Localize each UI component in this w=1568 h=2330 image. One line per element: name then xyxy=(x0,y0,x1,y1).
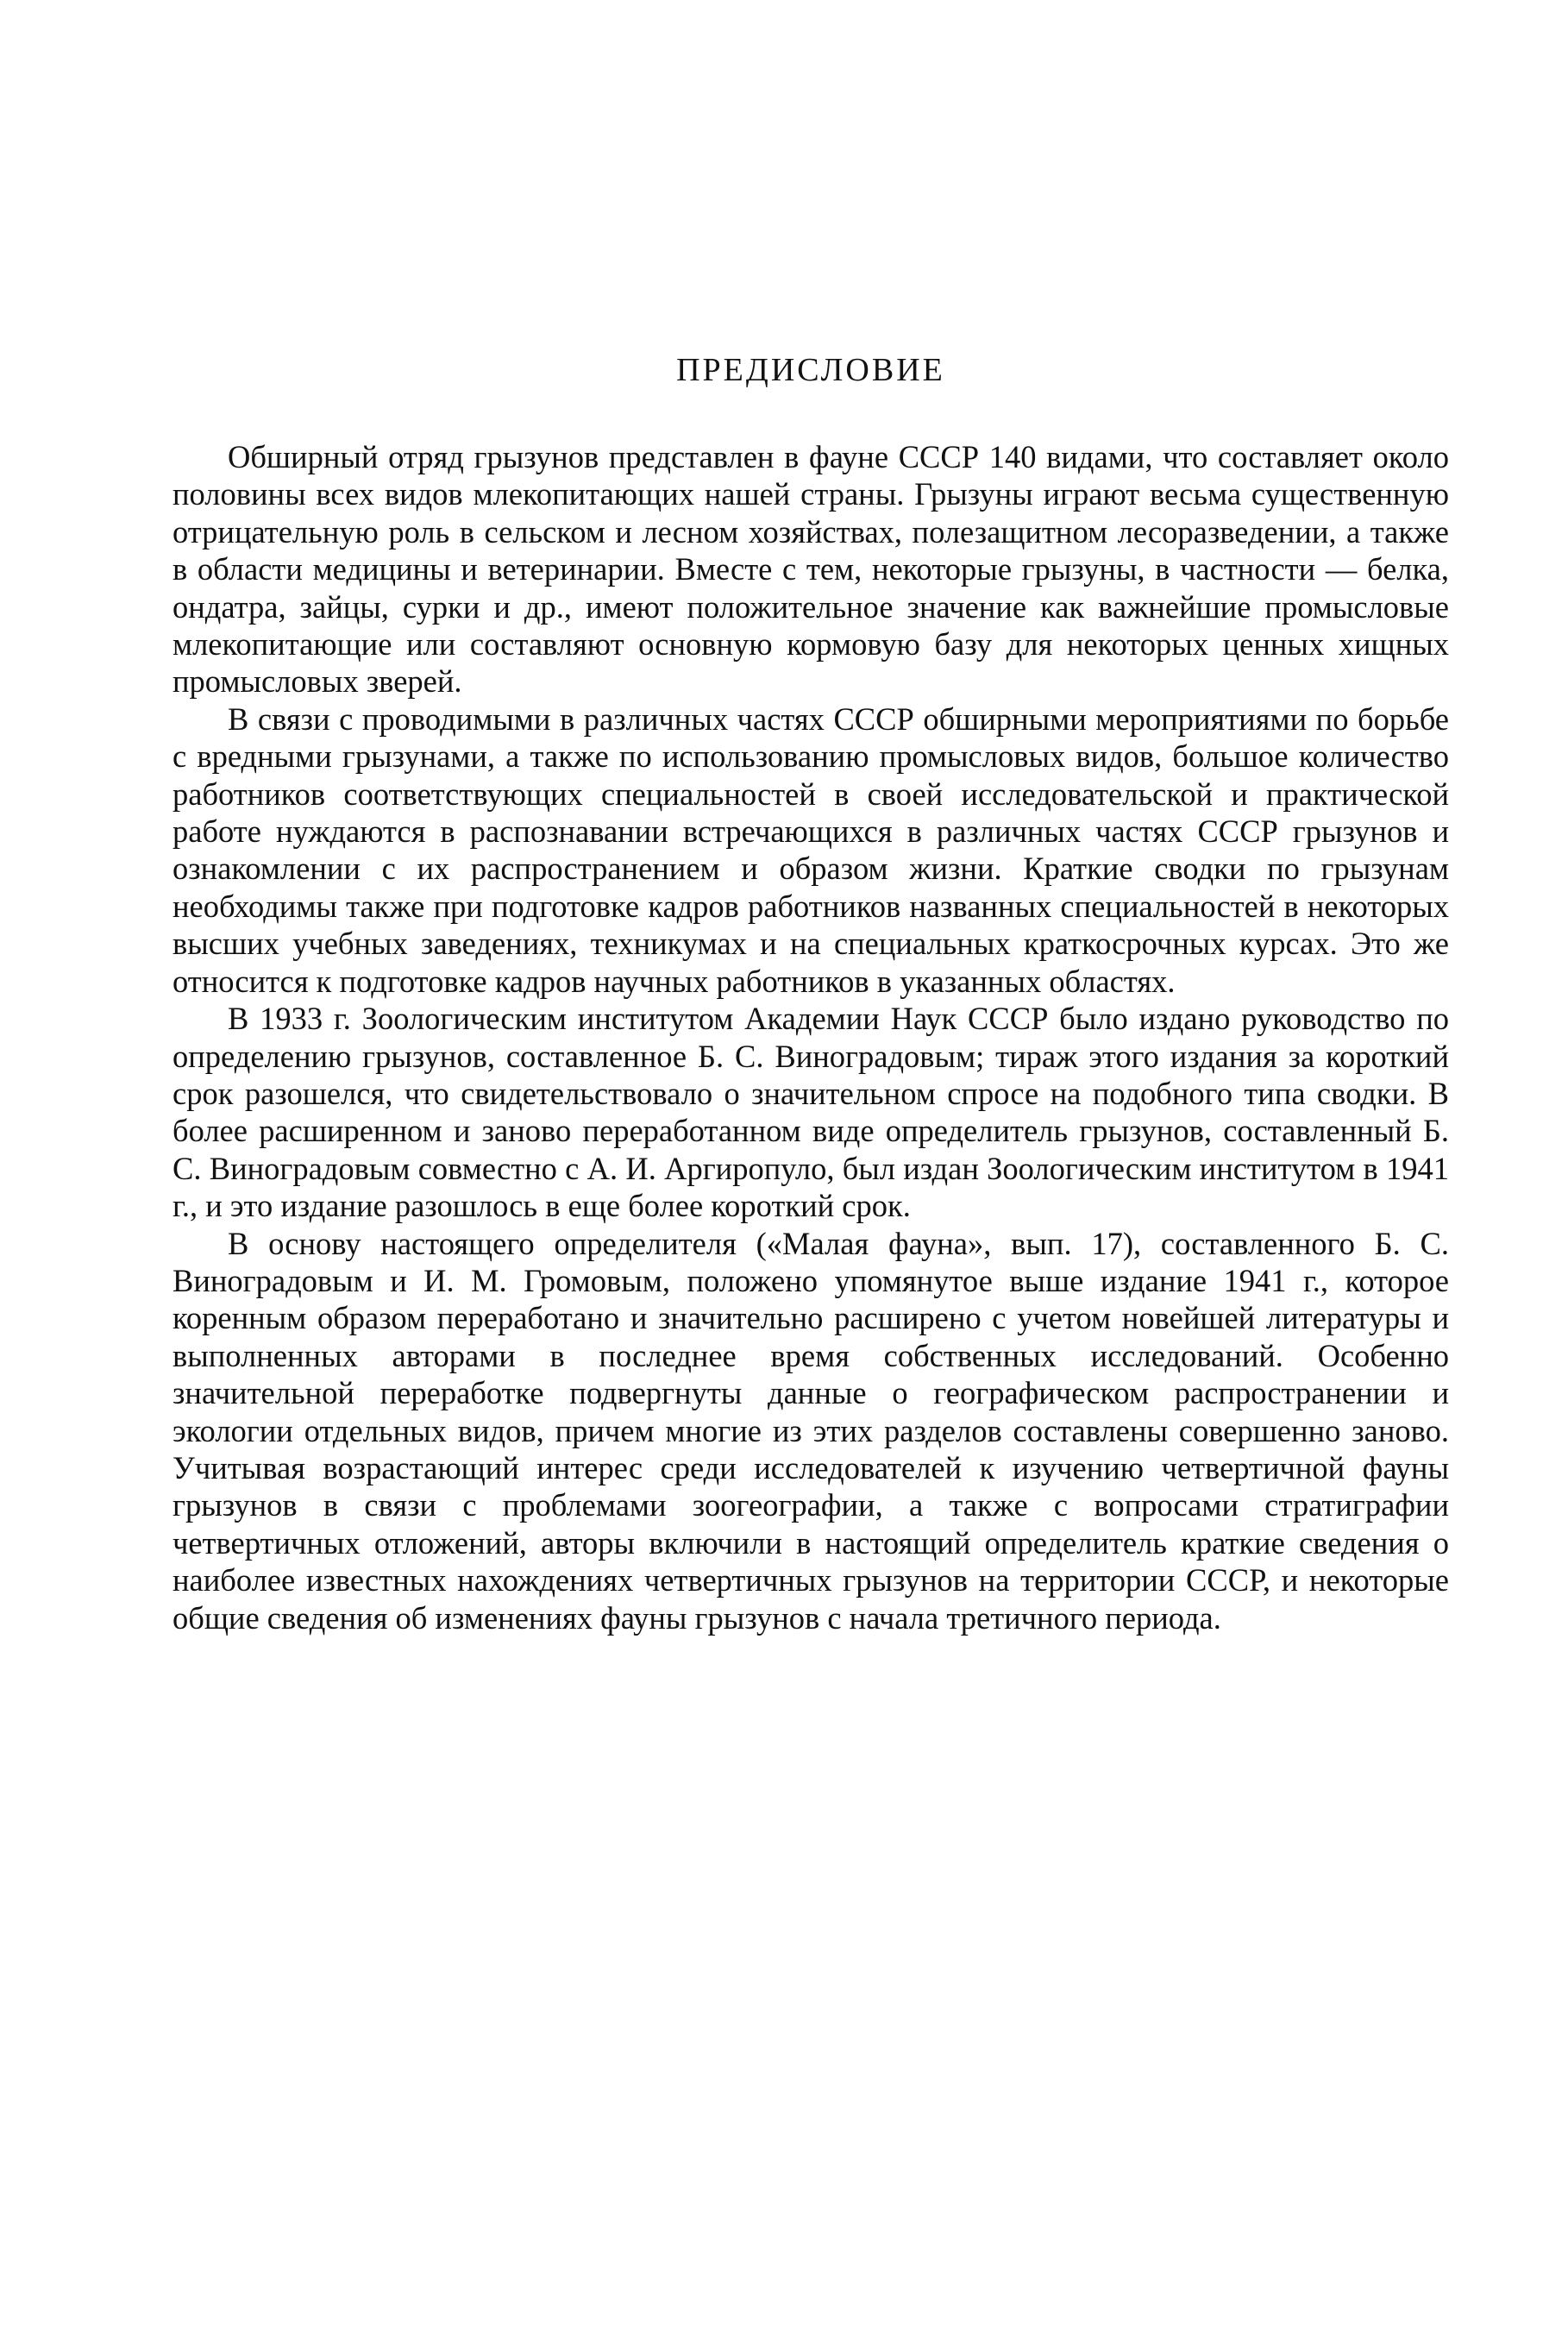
paragraph-1: Обширный отряд грызунов представлен в фауне СССР 140 видами, что составляет около половины всех видов млекопитающих нашей страны. Грызуны играют весьма существенную отрицательную роль в сельском и лесном хозяйствах, полезащитном лесоразведении, а также в области медицины и ветеринарии. Вместе с тем, некоторые грызуны, в частности — белка, ондатра, зайцы, сурки и др., имеют положительное значение как важнейшие промысловые млекопитающие или составляют основную кормовую базу для некоторых ценных хищных промысловых зверей. xyxy=(172,439,1449,700)
paragraph-4: В основу настоящего определителя («Малая фауна», вып. 17), составленного Б. С. Виноградовым и И. М. Громовым, положено упомянутое выше издание 1941 г., которое коренным образом переработано и значительно расширено с учетом новейшей литературы и выполненных авторами в последнее время собственных исследований. Особенно значительной переработке подвергнуты данные о географическом распространении и экологии отдельных видов, причем многие из этих разделов составлены совершенно заново. Учитывая возрастающий интерес среди исследователей к изучению четвертичной фауны грызунов в связи с проблемами зоогеографии, а также с вопросами стратиграфии четвертичных отложений, авторы включили в настоящий определитель краткие сведения о наиболее известных нахождениях четвертичных грызунов на территории СССР, и некоторые общие сведения об изменениях фауны грызунов с начала третичного периода. xyxy=(172,1225,1449,1636)
page-title: ПРЕДИСЛОВИЕ xyxy=(676,352,945,388)
paragraph-3: В 1933 г. Зоологическим институтом Академии Наук СССР было издано руководство по определению грызунов, составленное Б. С. Виноградовым; тираж этого издания за короткий срок разошелся, что свидетельствовало о значительном спросе на подобного типа сводки. В более расширенном и заново переработанном виде определитель грызунов, составленный Б. С. Виноградовым совместно с А. И. Аргиропуло, был издан Зоологическим институтом в 1941 г., и это издание разошлось в еще более короткий срок. xyxy=(172,1001,1449,1224)
body-text xyxy=(172,438,1449,1636)
paragraph-2: В связи с проводимыми в различных частях СССР обширными мероприятиями по борьбе с вредными грызунами, а также по использованию промысловых видов, большое количество работников соответствующих специальностей в своей исследовательской и практической работе нуждаются в распознавании встречающихся в различных частях СССР грызунов и ознакомлении с их распространением и образом жизни. Краткие сводки по грызунам необходимы также при подготовке кадров работников названных специальностей в некоторых высших учебных заведениях, техникумах и на специальных краткосрочных курсах. Это же относится к подготовке кадров научных работников в указанных областях. xyxy=(172,700,1449,999)
